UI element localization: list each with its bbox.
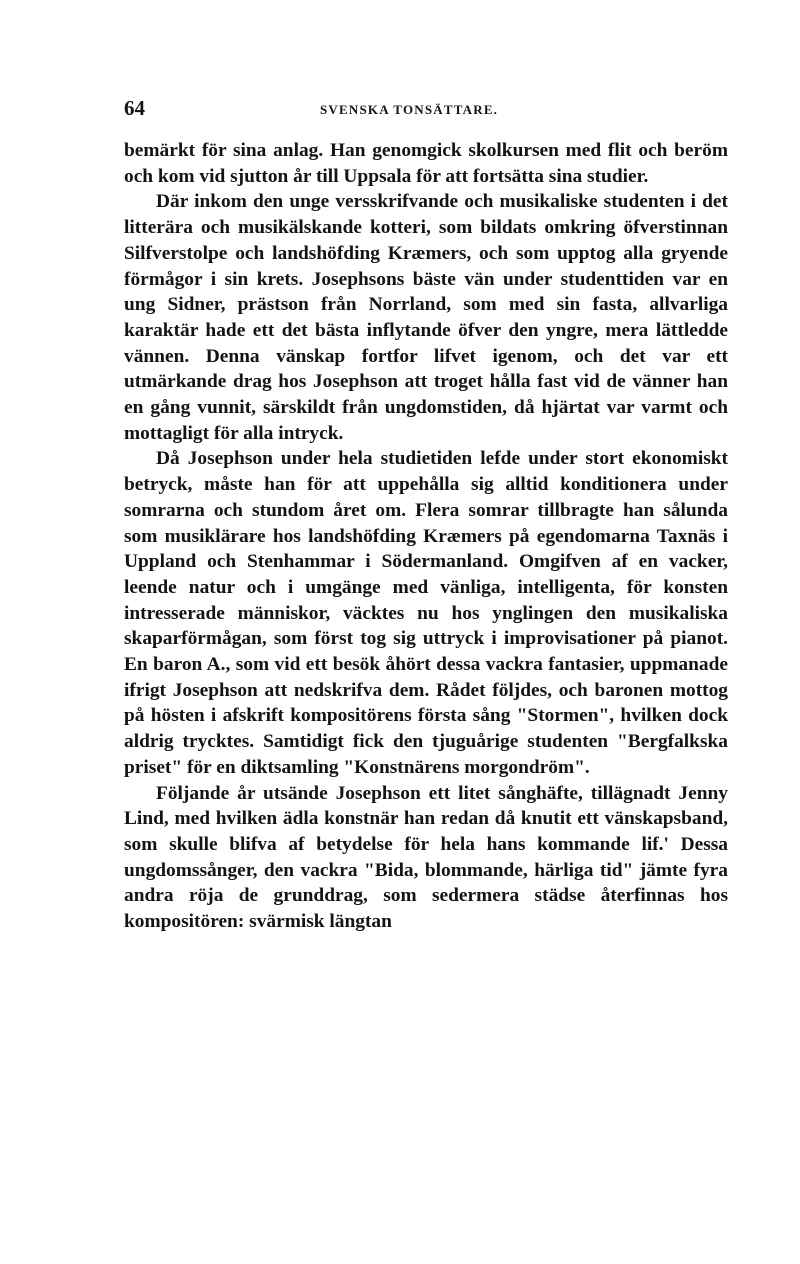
paragraph-summers: Då Josephson under hela studietiden lefde under stort ekonomiskt betryck, måste han för att uppehålla sig alltid konditionera under somrarna och stundom året om. Flera somrar tillbragte han sålunda som musiklärare hos landshöfding Kræmers på egendomarna Taxnäs i Uppland och Stenhammar i Södermanland. Omgifven af en vacker, leende natur och i umgänge med vänliga, intelligenta, för konsten intresserade människor, väcktes nu hos ynglingen den musikaliska skaparförmågan, som först tog sig uttryck i improvisationer på pianot. En baron A., som vid ett besök åhört dessa vackra fantasier, uppmanade ifrigt Josephson att nedskrifva dem. Rådet följdes, och baronen mottog på hösten i afskrift kompositörens första sång "Stormen", hvilken dock aldrig trycktes. Samtidigt fick den tjuguårige studenten "Bergfalkska priset" för en diktsamling "Konstnärens morgondröm". xyxy=(124,448,728,778)
paragraph-songbook: Följande år utsände Josephson ett litet sånghäfte, tillägnadt Jenny Lind, med hvilken ädla konstnär han redan då knutit ett vänskapsband, som skulle blifva af betydelse för hela hans kommande lif.' Dessa ungdomssånger, den vackra "Bida, blommande, härliga tid" jämte fyra andra röja de grunddrag, som sedermera städse återfinnas hos kompositören: svärmisk längtan xyxy=(124,782,728,933)
book-page xyxy=(124,96,728,933)
paragraph-continuation: bemärkt för sina anlag. Han genomgick skolkursen med flit och beröm och kom vid sjutton år till Uppsala för att fortsätta sina studier. xyxy=(124,140,728,187)
running-title: SVENSKA TONSÄTTARE. xyxy=(320,102,499,117)
page-header xyxy=(124,96,728,126)
paragraph-uppsala: Där inkom den unge versskrifvande och musikaliske studenten i det litterära och musikälskande kotteri, som bildats omkring öfverstinnan Silfverstolpe och landshöfding Kræmers, och som upptog alla gryende förmågor i sin krets. Josephsons bäste vän under studenttiden var en ung Sidner, prästson från Norrland, som med sin fasta, allvarliga karaktär hade ett det bästa inflytande öfver den yngre, mera lättledde vännen. Denna vänskap fortfor lifvet igenom, och det var ett utmärkande drag hos Josephson att troget hålla fast vid de vänner han en gång vunnit, särskildt från ungdomstiden, då hjärtat var varmt och mottagligt för alla intryck. xyxy=(124,191,728,444)
body-text xyxy=(124,138,728,935)
page-number: 64 xyxy=(124,96,145,120)
